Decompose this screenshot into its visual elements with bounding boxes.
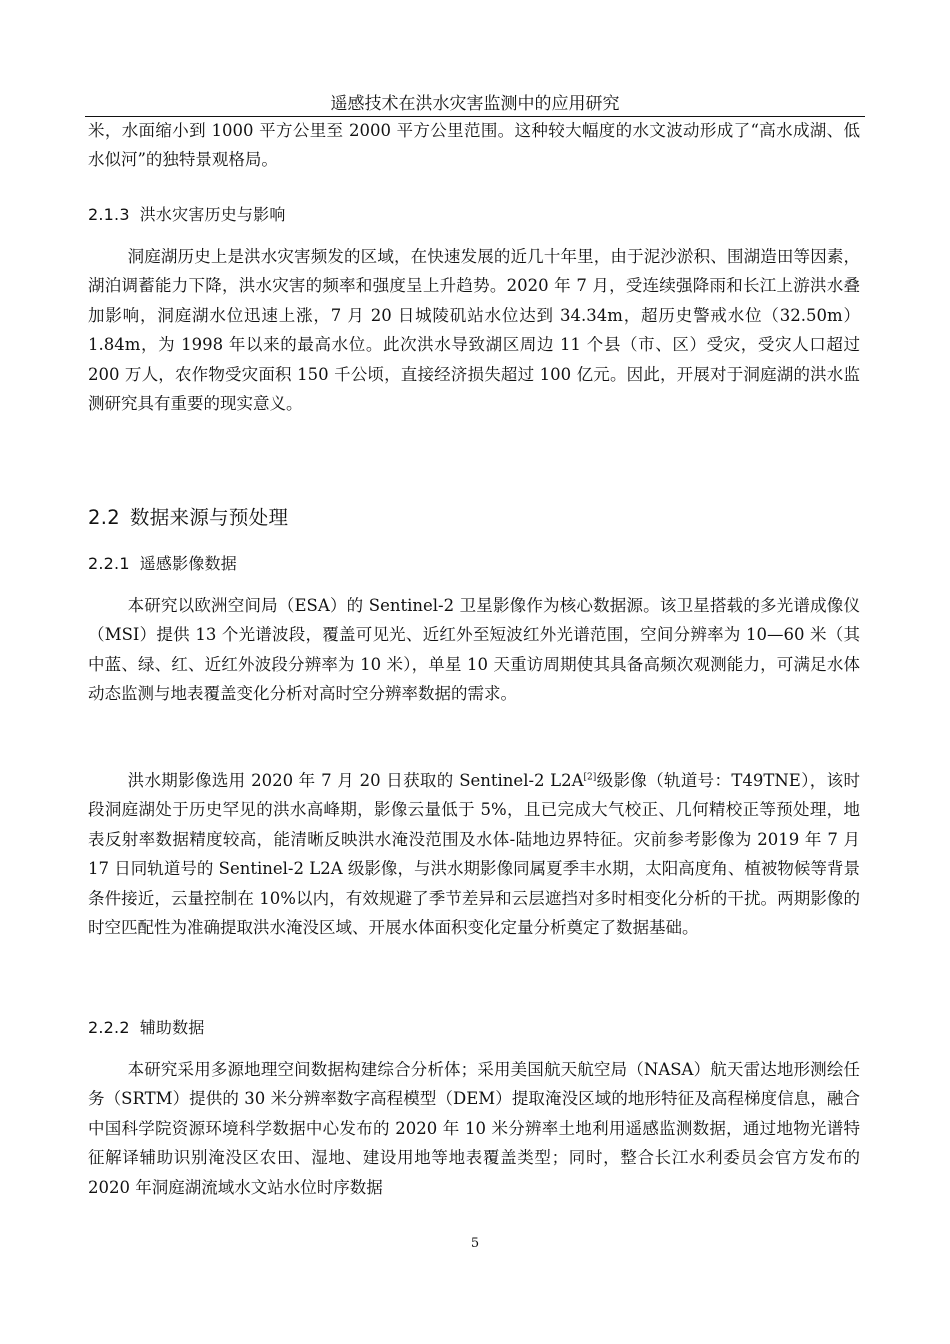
section-heading-2-2-1 — [88, 553, 237, 575]
section-title: 数据来源与预处理 — [129, 506, 289, 529]
section-heading-2-2 — [88, 505, 288, 531]
page-number: 5 — [470, 1236, 480, 1251]
section-title: 辅助数据 — [139, 1018, 205, 1037]
flood-image-paragraph — [88, 766, 860, 942]
auxiliary-data-paragraph: 本研究采用多源地理空间数据构建综合分析体；采用美国航天航空局（NASA）航天雷达地形测绘任务（SRTM）提供的 30 米分辨率数字高程模型（DEM）提取淹没区域的地形特征及高程梯度信息，融合中国科学院资源环境科学数据中心发布的 2020 年 10 米分辨率土地利用遥感监测数据，通过地物光谱特征解译辅助识别淹没区农田、湿地、建设用地等地表覆盖类型；同时，整合长江水利委员会官方发布的 2020 年洞庭湖流域水文站水位时序数据 — [88, 1060, 860, 1197]
flood-image-text-part1: 洪水期影像选用 2020 年 7 月 20 日获取的 Sentinel-2 L2A — [127, 771, 584, 790]
section-number: 2.2.2 — [88, 1018, 130, 1037]
flood-image-text-part2: 级影像（轨道号：T49TNE），该时段洞庭湖处于历史罕见的洪水高峰期，影像云量低于 5%，且已完成大气校正、几何精校正等预处理，地表反射率数据精度较高，能清晰反映洪水淹没范围及水体-陆地边界特征。灾前参考影像为 2019 年 7 月 17 日同轨道号的 Sentinel-2 L2A 级影像，与洪水期影像同属夏季丰水期，太阳高度角、植被物候等背景条件接近，云量控制在 10%以内，有效规避了季节差异和云层遮挡对多时相变化分析的干扰。两期影像的时空匹配性为准确提取洪水淹没区域、开展水体面积变化定量分析奠定了数据基础。 — [88, 771, 860, 938]
continuation-paragraph: 米，水面缩小到 1000 平方公里至 2000 平方公里范围。这种较大幅度的水文波动形成了“高水成湖、低水似河”的独特景观格局。 — [88, 121, 860, 170]
section-title: 洪水灾害历史与影响 — [139, 205, 286, 224]
sentinel-paragraph: 本研究以欧洲空间局（ESA）的 Sentinel-2 卫星影像作为核心数据源。该卫星搭载的多光谱成像仪（MSI）提供 13 个光谱波段，覆盖可见光、近红外至短波红外光谱范围，空间分辨率为 10—60 米（其中蓝、绿、红、近红外波段分辨率为 10 米），单星 10 天重访周期使其具备高频次观测能力，可满足水体动态监测与地表覆盖变化分析对高时空分辨率数据的需求。 — [88, 596, 860, 704]
section-number: 2.1.3 — [88, 205, 130, 224]
section-heading-2-1-3 — [88, 204, 286, 226]
section-title: 遥感影像数据 — [139, 554, 237, 573]
flood-history-paragraph: 洞庭湖历史上是洪水灾害频发的区域，在快速发展的近几十年里，由于泥沙淤积、围湖造田等因素，湖泊调蓄能力下降，洪水灾害的频率和强度呈上升趋势。2020 年 7 月，受连续强降雨和长江上游洪水叠加影响，洞庭湖水位迅速上涨，7 月 20 日城陵矶站水位达到 34.34m，超历史警戒水位（32.50m）1.84m，为 1998 年以来的最高水位。此次洪水导致湖区周边 11 个县（市、区）受灾，受灾人口超过 200 万人，农作物受灾面积 150 千公顷，直接经济损失超过 100 亿元。因此，开展对于洞庭湖的洪水监测研究具有重要的现实意义。 — [88, 247, 860, 414]
running-header: 遥感技术在洪水灾害监测中的应用研究 — [330, 94, 620, 114]
section-number: 2.2.1 — [88, 554, 130, 573]
citation-ref: [2] — [583, 772, 597, 783]
section-heading-2-2-2 — [88, 1017, 205, 1039]
section-number: 2.2 — [88, 506, 120, 529]
